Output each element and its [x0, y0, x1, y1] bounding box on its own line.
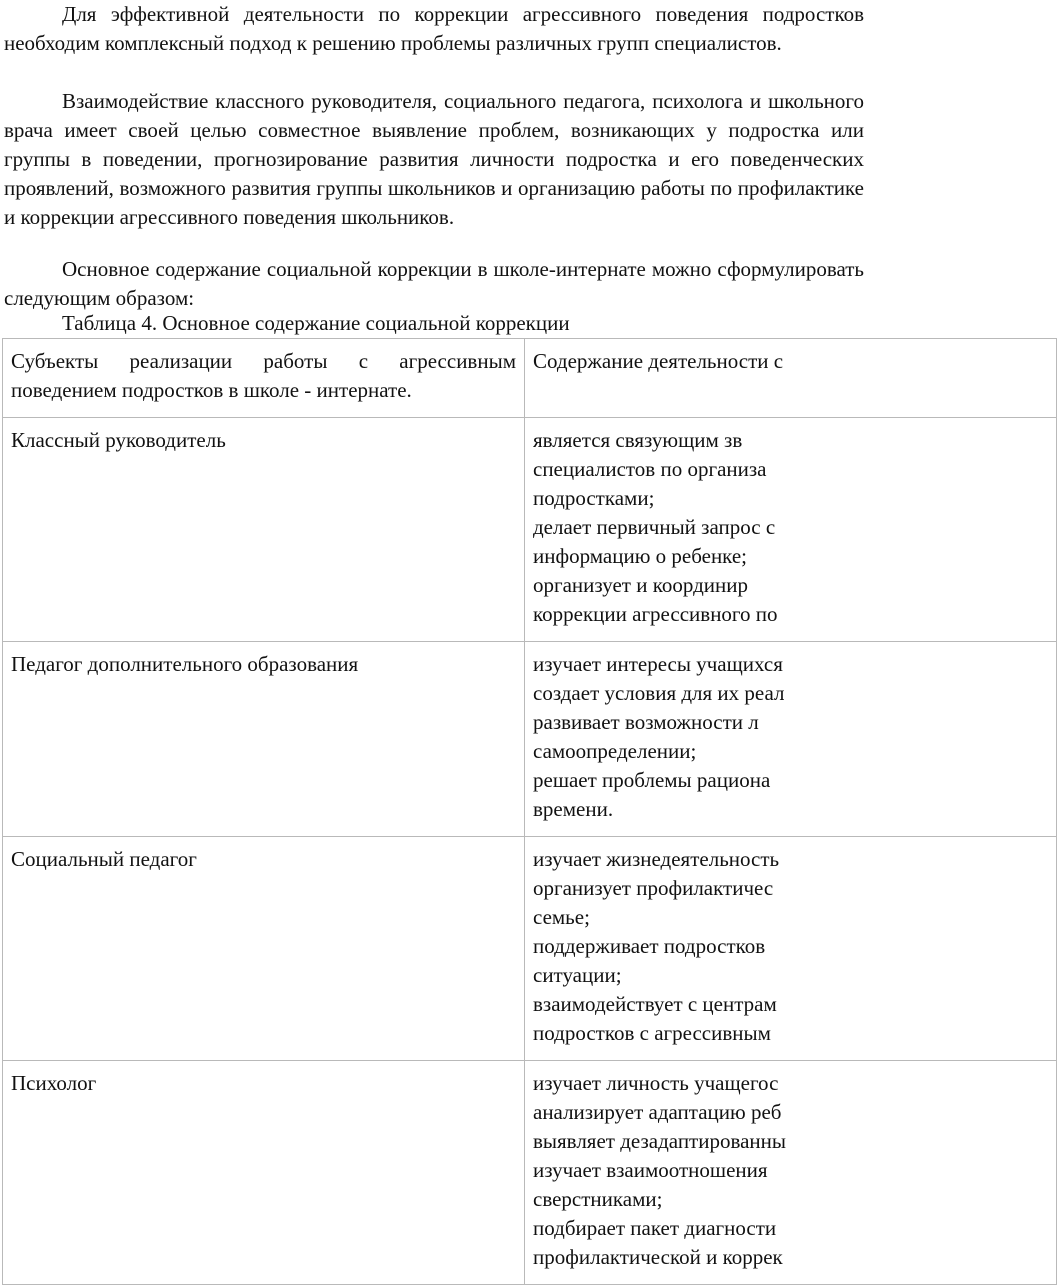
content-line: выявляет дезадаптированны: [533, 1129, 787, 1153]
content-line: изучает взаимоотношения: [533, 1158, 768, 1182]
paragraph-intro: Для эффективной деятельности по коррекции агрессивного поведения подростков необходим комплексный подход к решению проблемы различных групп специалистов.: [4, 2, 864, 55]
header-content-cell: Содержание деятельности с: [525, 339, 1057, 418]
content-line: времени.: [533, 797, 614, 821]
content-line: специалистов по организа: [533, 457, 767, 481]
content-line: создает условия для их реал: [533, 681, 785, 705]
table-row: [3, 1061, 1057, 1285]
header-subjects-cell: Субъекты реализации работы с агрессивным поведением подростков в школе - интернате.: [3, 339, 525, 418]
content-cell: [525, 642, 1057, 837]
social-correction-table: [2, 338, 1057, 1285]
content-line: семье;: [533, 905, 590, 929]
subject-cell: Классный руководитель: [3, 418, 525, 642]
content-line: организует профилактичес: [533, 876, 774, 900]
content-line: подростков с агрессивным: [533, 1021, 771, 1045]
content-line: анализирует адаптацию реб: [533, 1100, 782, 1124]
content-line: подбирает пакет диагности: [533, 1216, 777, 1240]
content-cell: [525, 1061, 1057, 1285]
content-line: коррекции агрессивного по: [533, 602, 778, 626]
content-cell: [525, 418, 1057, 642]
content-cell: [525, 837, 1057, 1061]
content-line: ситуации;: [533, 963, 622, 987]
subject-cell: Социальный педагог: [3, 837, 525, 1061]
content-line: изучает личность учащегос: [533, 1071, 779, 1095]
content-line: взаимодействует с центрам: [533, 992, 777, 1016]
content-line: подростками;: [533, 486, 655, 510]
table-row: [3, 418, 1057, 642]
table-row: [3, 837, 1057, 1061]
content-line: профилактической и коррек: [533, 1245, 783, 1269]
content-line: делает первичный запрос с: [533, 515, 776, 539]
paragraph-interaction: Взаимодействие классного руководителя, социального педагога, психолога и школьного врача имеет своей целью совместное выявление проблем, возникающих у подростка или группы в поведении, прогнозирование развития личности подростка и его поведенческих проявлений, возможного развития группы школьников и организацию работы по профилактике и коррекции агрессивного поведения школьников.: [4, 89, 864, 229]
table-header-row: [3, 339, 1057, 418]
subject-cell: Педагог дополнительного образования: [3, 642, 525, 837]
content-line: сверстниками;: [533, 1187, 663, 1211]
content-line: решает проблемы рациона: [533, 768, 771, 792]
content-line: поддерживает подростков: [533, 934, 766, 958]
subject-cell: Психолог: [3, 1061, 525, 1285]
content-line: изучает интересы учащихся: [533, 652, 783, 676]
content-line: самоопределении;: [533, 739, 697, 763]
table-caption: Таблица 4. Основное содержание социальной коррекции: [62, 311, 570, 335]
paragraph-content-lead: Основное содержание социальной коррекции в школе-интернате можно сформулировать следующим образом:: [4, 257, 864, 310]
table-row: [3, 642, 1057, 837]
content-line: является связующим зв: [533, 428, 743, 452]
content-line: информацию о ребенке;: [533, 544, 748, 568]
content-line: организует и координир: [533, 573, 748, 597]
content-line: изучает жизнедеятельность: [533, 847, 780, 871]
content-line: развивает возможности л: [533, 710, 759, 734]
